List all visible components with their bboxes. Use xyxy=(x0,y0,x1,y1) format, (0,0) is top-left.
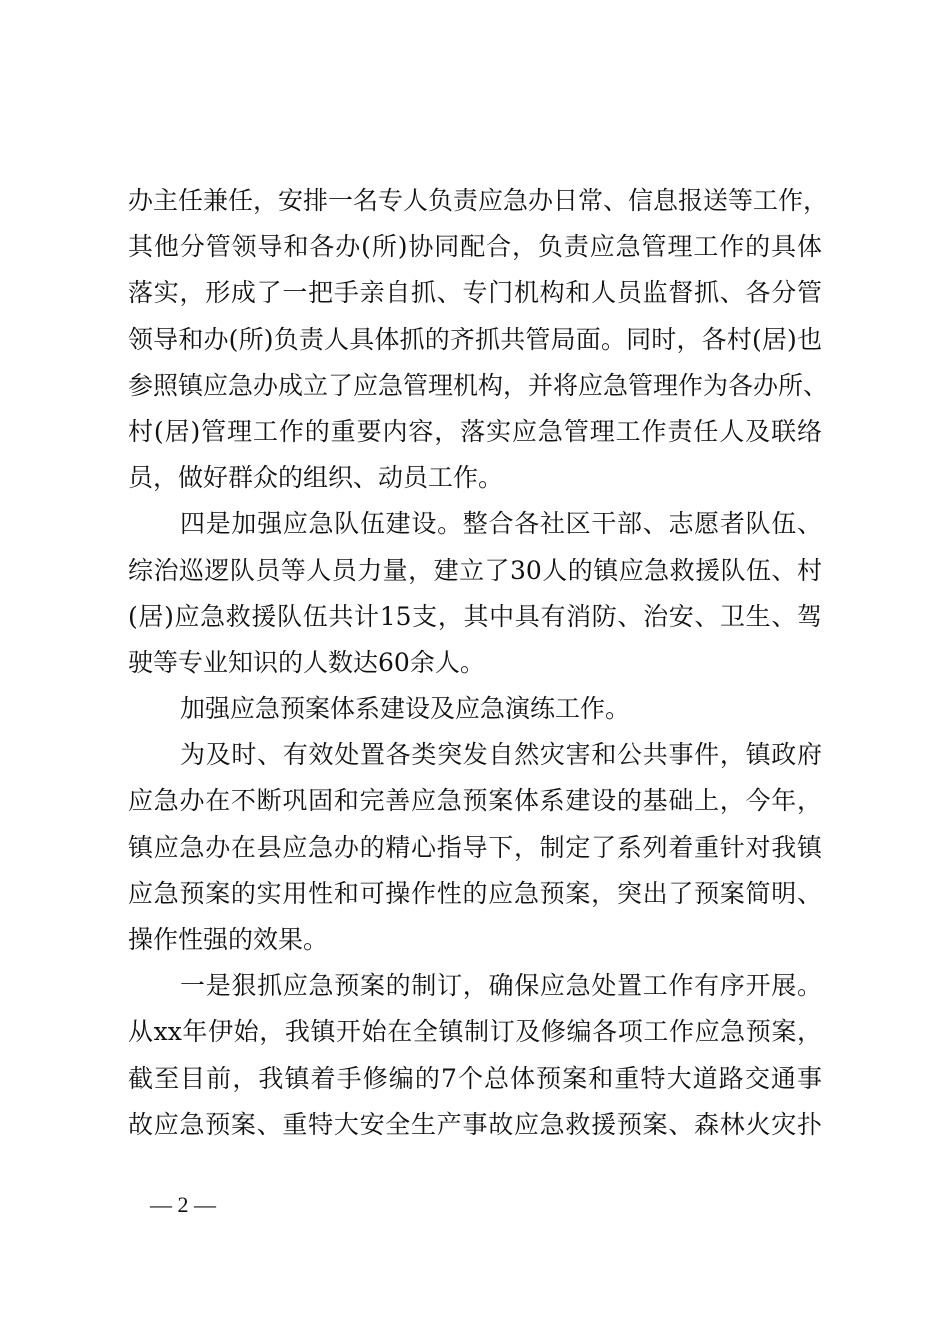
text-line: 为及时、有效处置各类突发自然灾害和公共事件，镇政府 xyxy=(180,740,822,770)
text-line: (居)应急救援队伍共计15支，其中具有消防、治安、卫生、驾 xyxy=(128,601,822,631)
text-line: 镇应急办在县应急办的精心指导下，制定了系列着重针对我镇 xyxy=(128,832,822,862)
page-number: — 2 — xyxy=(150,1192,216,1217)
text-line: 其他分管领导和各办(所)协同配合，负责应急管理工作的具体 xyxy=(128,232,822,262)
text-line: 故应急预案、重特大安全生产事故应急救援预案、森林火灾扑 xyxy=(128,1109,822,1139)
text-line: 落实，形成了一把手亲自抓、专门机构和人员监督抓、各分管 xyxy=(128,278,822,308)
text-line: 加强应急预案体系建设及应急演练工作。 xyxy=(180,694,631,724)
text-line: 综治巡逻队员等人员力量，建立了30人的镇应急救援队伍、村 xyxy=(128,555,822,585)
text-line: 一是狠抓应急预案的制订，确保应急处置工作有序开展。 xyxy=(180,971,822,1001)
text-line: 截至目前，我镇着手修编的7个总体预案和重特大道路交通事 xyxy=(128,1063,822,1093)
text-line: 从xx年伊始，我镇开始在全镇制订及修编各项工作应急预案， xyxy=(128,1017,822,1047)
text-line: 领导和办(所)负责人具体抓的齐抓共管局面。同时，各村(居)也 xyxy=(128,324,822,354)
text-line: 办主任兼任，安排一名专人负责应急办日常、信息报送等工作， xyxy=(128,186,829,215)
text-line: 应急预案的实用性和可操作性的应急预案，突出了预案简明、 xyxy=(128,878,822,908)
text-line: 驶等专业知识的人数达60余人。 xyxy=(128,647,485,677)
text-line: 村(居)管理工作的重要内容，落实应急管理工作责任人及联络 xyxy=(128,416,822,446)
text-line: 四是加强应急队伍建设。整合各社区干部、志愿者队伍、 xyxy=(180,509,822,539)
text-line: 员，做好群众的组织、动员工作。 xyxy=(128,463,504,493)
text-line: 参照镇应急办成立了应急管理机构，并将应急管理作为各办所、 xyxy=(128,370,829,400)
text-line: 应急办在不断巩固和完善应急预案体系建设的基础上，今年， xyxy=(128,786,822,816)
body-text xyxy=(128,178,829,1148)
text-line: 操作性强的效果。 xyxy=(128,925,329,954)
